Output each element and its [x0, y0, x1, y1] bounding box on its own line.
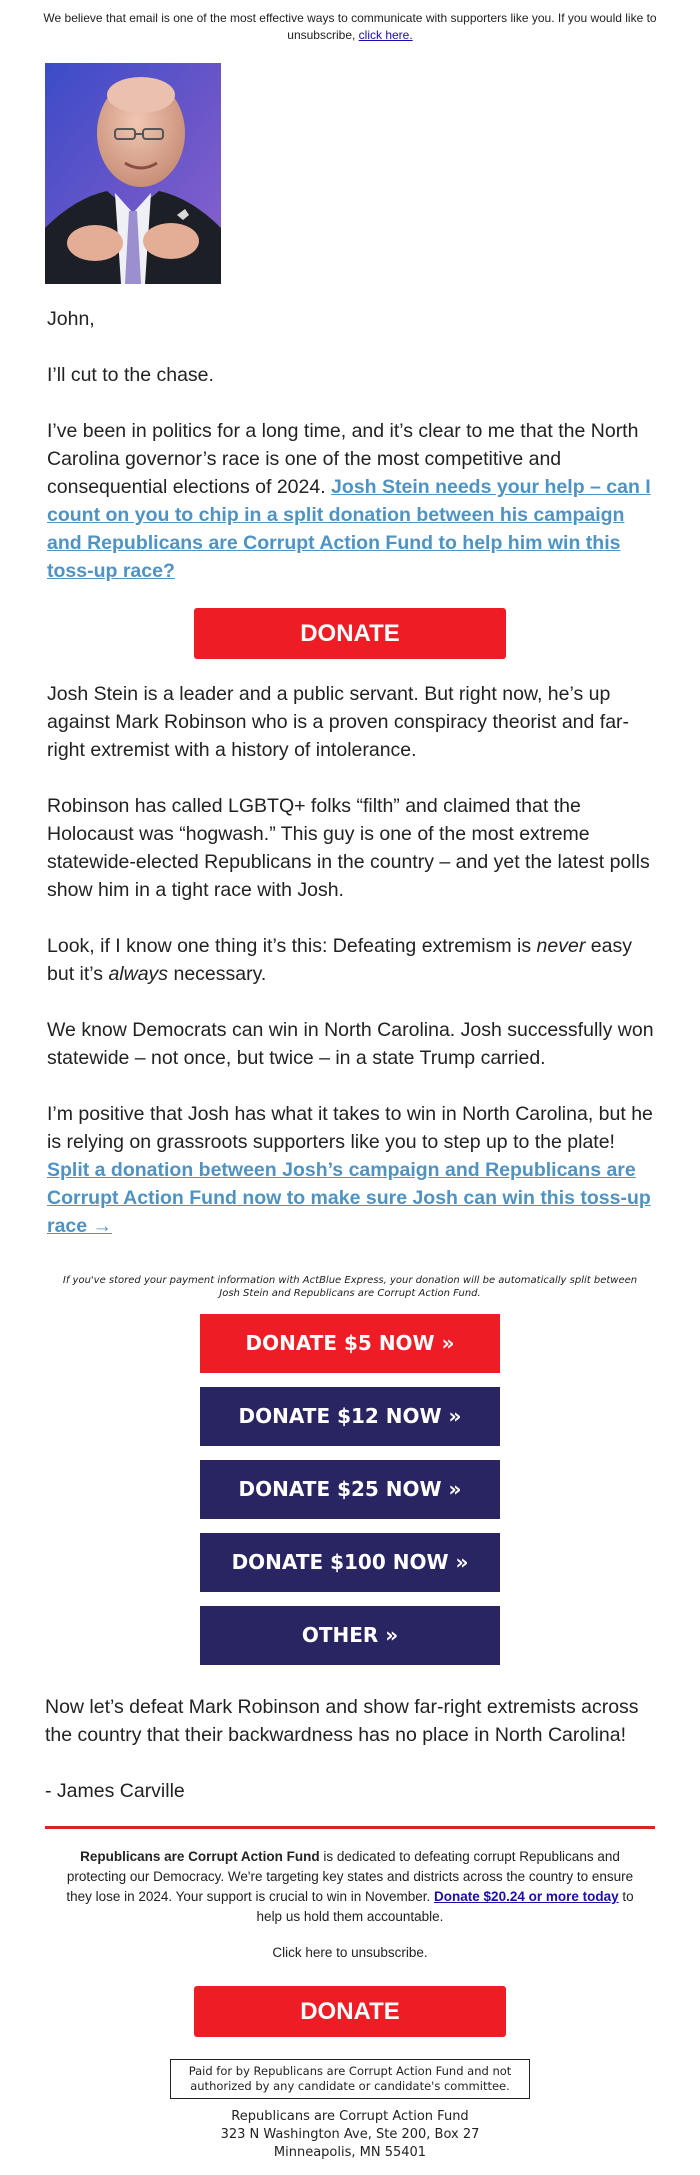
paragraph-4: Robinson has called LGBTQ+ folks “filth” and claimed that the Holocaust was “hogwash.” This guy is one of the most extreme statewide-elected Republicans in the country – and yet the latest polls show him in a tight race with Josh.: [47, 795, 650, 901]
paragraph-5-a: Look, if I know one thing it’s this: Defeating extremism is: [47, 935, 532, 957]
donate-button[interactable]: DONATE: [194, 608, 506, 659]
paragraph-1: I’ll cut to the chase.: [47, 364, 214, 386]
footer-about-end: to help us hold them accountable.: [256, 1889, 634, 1924]
paragraph-6: We know Democrats can win in North Carolina. Josh successfully won statewide – not once, but twice – in a state Trump carried.: [47, 1019, 654, 1069]
help-donate-link[interactable]: Josh Stein needs your help – can I count on you to chip in a split donation between his campaign and Republicans are Corrupt Action Fund to help him win this toss-up race?: [47, 476, 651, 582]
footer-org-name: Republicans are Corrupt Action Fund: [80, 1849, 320, 1864]
donate-5-button[interactable]: DONATE $5 NOW »: [200, 1314, 500, 1373]
address-line-2: Minneapolis, MN 55401: [273, 2145, 427, 2160]
paragraph-5-never: never: [536, 935, 586, 957]
paragraph-5: [47, 932, 655, 988]
paragraph-2-text: I’ve been in politics for a long time, and it’s clear to me that the North Carolina governor’s race is one of the most competitive and consequential elections of 2024.: [47, 420, 639, 498]
address-line-1: 323 N Washington Ave, Ste 200, Box 27: [220, 2127, 480, 2142]
footer-unsubscribe[interactable]: Click here to unsubscribe.: [272, 1945, 428, 1960]
paid-for-disclaimer: Paid for by Republicans are Corrupt Action Fund and not authorized by any candidate or candidate's committee.: [170, 2059, 530, 2099]
address-name: Republicans are Corrupt Action Fund: [231, 2109, 469, 2124]
actblue-express-note: If you've stored your payment information with ActBlue Express, your donation will be automatically split between Josh Stein and Republicans are Corrupt Action Fund.: [62, 1275, 638, 1299]
footer-divider: [45, 1826, 655, 1829]
unsubscribe-link[interactable]: click here.: [358, 28, 413, 42]
header-note-text: We believe that email is one of the most effective ways to communicate with supporters like you. If you would like to unsubscribe,: [43, 11, 657, 42]
donate-100-button[interactable]: DONATE $100 NOW »: [200, 1533, 500, 1592]
donate-25-button[interactable]: DONATE $25 NOW »: [200, 1460, 500, 1519]
footer-donate-button[interactable]: DONATE: [194, 1986, 506, 2037]
donate-12-button[interactable]: DONATE $12 NOW »: [200, 1387, 500, 1446]
signature: - James Carville: [45, 1780, 185, 1802]
paragraph-5-always: always: [108, 963, 169, 985]
paragraph-2: [47, 417, 655, 585]
paragraph-7: [47, 1100, 655, 1240]
footer-about: [55, 1847, 645, 1927]
mailing-address: [150, 2108, 550, 2162]
paragraph-7-text: I’m positive that Josh has what it takes to win in North Carolina, but he is relying on grassroots supporters like you to step up to the plate!: [47, 1103, 653, 1153]
greeting: John,: [47, 308, 95, 330]
sender-photo: [45, 63, 221, 284]
donate-other-button[interactable]: OTHER »: [200, 1606, 500, 1665]
closing-paragraph: Now let’s defeat Mark Robinson and show far-right extremists across the country that their backwardness has no place in North Carolina!: [45, 1696, 639, 1746]
header-note: [40, 10, 660, 44]
paragraph-5-c: necessary.: [173, 963, 267, 985]
split-donation-link[interactable]: Split a donation between Josh’s campaign and Republicans are Corrupt Action Fund now to make sure Josh can win this toss-up race →: [47, 1159, 651, 1237]
paragraph-3: Josh Stein is a leader and a public servant. But right now, he’s up against Mark Robinson who is a proven conspiracy theorist and far-right extremist with a history of intolerance.: [47, 683, 630, 761]
paragraph-5-b: easy but it’s: [47, 935, 632, 985]
footer-about-text: is dedicated to defeating corrupt Republicans and protecting our Democracy. We're targeting key states and districts across the country to ensure they lose in 2024. Your support is crucial to win in November.: [66, 1849, 634, 1904]
footer-donate-link[interactable]: Donate $20.24 or more today: [434, 1889, 619, 1904]
